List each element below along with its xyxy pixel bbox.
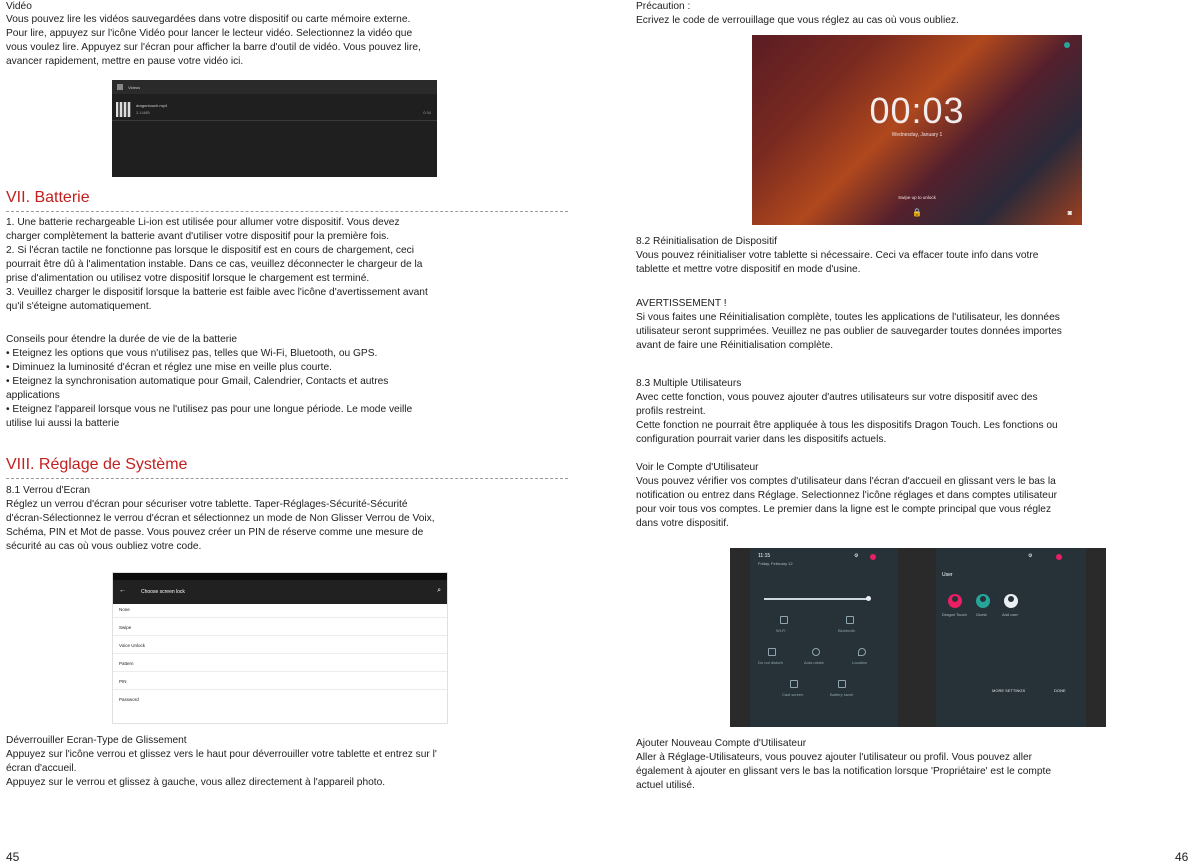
battery-paragraph-line: 3. Veuillez charger le dispositif lorsque la batterie est faible avec l'icône d'avertissement avant bbox=[6, 287, 428, 298]
qs-label: Battery saver bbox=[830, 692, 854, 697]
lock-paragraph-line: sécurité au cas où vous oubliez votre code. bbox=[6, 541, 202, 552]
tips-line: • Eteignez l'appareil lorsque vous ne l'utilisez pas pour une longue période. Le mode veille bbox=[6, 404, 413, 415]
unlock-paragraph-line: Appuyez sur l'icône verrou et glissez vers le haut pour déverrouiller votre tablette et entrez sur l' bbox=[6, 749, 437, 760]
qs-label: Do not disturb bbox=[758, 660, 783, 665]
battery-paragraph-line: 2. Si l'écran tactile ne fonctionne pas lorsque le dispositif est en cours de chargement, ceci bbox=[6, 245, 414, 256]
account-line: Vous pouvez vérifier vos comptes d'utilisateur dans l'écran d'accueil en glissant vers le bas la bbox=[636, 476, 1056, 487]
lockscreen-hint: Swipe up to unlock bbox=[898, 195, 936, 200]
page-number: 46 bbox=[1175, 850, 1189, 864]
dnd-icon bbox=[768, 648, 776, 656]
tips-line: • Eteignez la synchronisation automatique pour Gmail, Calendrier, Contacts et autres bbox=[6, 376, 389, 387]
lock-option: Swipe bbox=[119, 625, 132, 630]
status-bar bbox=[113, 573, 447, 580]
qs-date: Friday, February 12 bbox=[758, 561, 793, 566]
add-account-line: actuel utilisé. bbox=[636, 780, 695, 791]
video-list-item bbox=[112, 100, 437, 121]
qs-label: Location bbox=[852, 660, 868, 665]
account-line: Voir le Compte d'Utilisateur bbox=[636, 462, 759, 473]
qs-label: Auto-rotate bbox=[804, 660, 824, 665]
lock-option: Voice Unlock bbox=[119, 643, 146, 648]
user-avatar-icon bbox=[870, 554, 876, 560]
warning-line: AVERTISSEMENT ! bbox=[636, 298, 727, 309]
lock-paragraph-line: d'écran-Sélectionnez le verrou d'écran et sélectionnez un mode de Non Glisser Verrou de Voix, bbox=[6, 513, 435, 524]
lock-paragraph-line: Réglez un verrou d'écran pour sécuriser votre tablette. Taper-Réglages-Sécurité-Sécurité bbox=[6, 499, 408, 510]
video-file-name: dragontouch.mp4 bbox=[136, 103, 168, 108]
qs-label: Wi-Fi bbox=[776, 628, 786, 633]
user-name: Guest bbox=[976, 612, 987, 617]
user-face-icon bbox=[980, 596, 986, 602]
lock-option: PIN bbox=[119, 679, 127, 684]
video-thumbnail bbox=[116, 102, 131, 117]
left-page bbox=[0, 0, 580, 868]
guest-avatar-icon bbox=[976, 594, 990, 608]
battery-paragraph-line: charger complètement la batterie avant d'utiliser votre dispositif pour la première fois. bbox=[6, 231, 390, 242]
option-divider bbox=[113, 689, 447, 690]
unlock-paragraph-line: Appuyez sur le verrou et glissez à gauche, vous allez directement à l'appareil photo. bbox=[6, 777, 386, 788]
location-icon bbox=[858, 648, 866, 656]
multi-user-line: Cette fonction ne pourrait être appliquée à tous les dispositifs Dragon Touch. Les fonctions ou bbox=[636, 420, 1058, 431]
user-avatar-icon bbox=[948, 594, 962, 608]
video-toolbar bbox=[112, 80, 437, 94]
tips-line: • Eteignez les options que vous n'utilisez pas, telles que Wi-Fi, Bluetooth, ou GPS. bbox=[6, 348, 378, 359]
video-toolbar-title: Videos bbox=[128, 85, 141, 90]
page-number: 45 bbox=[6, 850, 20, 864]
option-divider bbox=[113, 617, 447, 618]
tips-line: applications bbox=[6, 390, 60, 401]
app-bar bbox=[113, 580, 447, 604]
wifi-icon bbox=[780, 616, 788, 624]
search-icon: ⌕ bbox=[437, 587, 441, 594]
user-face-icon bbox=[952, 596, 958, 602]
qs-label: Cast screen bbox=[782, 692, 804, 697]
multi-user-line: profils restreint. bbox=[636, 406, 706, 417]
option-divider bbox=[113, 635, 447, 636]
account-line: dans votre dispositif. bbox=[636, 518, 729, 529]
battery-divider bbox=[6, 211, 568, 212]
users-screenshot bbox=[730, 548, 1106, 727]
warning-line: avant de faire une Réinitialisation complète. bbox=[636, 340, 834, 351]
user-avatar-icon bbox=[1064, 42, 1070, 48]
multi-user-line: 8.3 Multiple Utilisateurs bbox=[636, 378, 742, 389]
tips-line: Conseils pour étendre la durée de vie de la batterie bbox=[6, 334, 238, 345]
battery-paragraph-line: pourrait être dû à l'alimentation instable. Dans ce cas, veuillez déconnecter le chargeur de la bbox=[6, 259, 423, 270]
option-divider bbox=[113, 671, 447, 672]
rotate-icon bbox=[812, 648, 820, 656]
precaution-line: Ecrivez le code de verrouillage que vous réglez au cas où vous oubliez. bbox=[636, 15, 959, 26]
warning-line: utilisateur seront supprimées. Veuillez ne pas oublier de sauvegarder toutes données importes bbox=[636, 326, 1062, 337]
video-paragraph-line: avancer rapidement, mettre en pause votre vidéo ici. bbox=[6, 56, 244, 67]
video-paragraph-line: vous voulez lire. Appuyez sur l'écran pour afficher la barre d'outil de vidéo. Vous pouvez lire, bbox=[6, 42, 421, 53]
brightness-knob bbox=[866, 596, 871, 601]
multi-user-line: configuration pourrait varier dans les dispositifs actuels. bbox=[636, 434, 887, 445]
lockscreen-date: Wednesday, January 1 bbox=[891, 132, 943, 138]
video-duration: 0:34 bbox=[423, 110, 431, 115]
done-button: DONE bbox=[1054, 688, 1066, 693]
lock-option: Password bbox=[119, 697, 139, 702]
right-page bbox=[596, 0, 1192, 868]
reset-line: tablette et mettre votre dispositif en mode d'usine. bbox=[636, 264, 861, 275]
system-heading: VIII. Réglage de Système bbox=[6, 456, 188, 473]
user-name: Dragon Touch bbox=[942, 612, 967, 617]
lock-paragraph-line: 8.1 Verrou d'Ecran bbox=[6, 485, 91, 496]
screen-lock-screenshot bbox=[112, 572, 448, 724]
camera-icon: ◙ bbox=[1067, 210, 1072, 217]
video-paragraph-line: Pour lire, appuyez sur l'icône Vidéo pour lancer le lecteur vidéo. Selectionnez la vidéo que bbox=[6, 28, 413, 39]
lock-icon: 🔒 bbox=[912, 208, 922, 217]
option-divider bbox=[113, 653, 447, 654]
battery-saver-icon bbox=[838, 680, 846, 688]
battery-paragraph-line: prise d'alimentation ou utilisez votre dispositif lorsque le chargement est terminé. bbox=[6, 273, 370, 284]
multi-user-line: Avec cette fonction, vous pouvez ajouter d'autres utilisateurs sur votre dispositif avec des bbox=[636, 392, 1038, 403]
gear-icon: ⚙ bbox=[1028, 553, 1033, 559]
users-panel bbox=[936, 548, 1086, 727]
video-player-screenshot bbox=[112, 80, 437, 177]
cast-icon bbox=[790, 680, 798, 688]
app-bar-title: Choose screen lock bbox=[141, 589, 185, 595]
qs-label: Bluetooth bbox=[838, 628, 855, 633]
unlock-paragraph-line: écran d'accueil. bbox=[6, 763, 77, 774]
user-avatar-icon bbox=[1056, 554, 1062, 560]
bluetooth-icon bbox=[846, 616, 854, 624]
video-app-icon bbox=[117, 84, 123, 90]
system-divider bbox=[6, 478, 568, 479]
account-line: pour voir tous vos comptes. Le premier dans la ligne est le compte principal que vous réglez bbox=[636, 504, 1052, 515]
brightness-slider bbox=[764, 598, 868, 600]
battery-paragraph-line: qu'il s'éteigne automatiquement. bbox=[6, 301, 152, 312]
user-face-icon bbox=[1008, 596, 1014, 602]
add-user-icon bbox=[1004, 594, 1018, 608]
lock-paragraph-line: Schéma, PIN et Mot de passe. Vous pouvez créer un PIN de réserve comme une mesure de bbox=[6, 527, 424, 538]
battery-heading: VII. Batterie bbox=[6, 189, 90, 206]
lock-option: None bbox=[119, 607, 130, 612]
quick-settings-panel bbox=[750, 548, 898, 727]
lockscreen-screenshot bbox=[752, 35, 1082, 225]
add-account-line: Ajouter Nouveau Compte d'Utilisateur bbox=[636, 738, 807, 749]
precaution-line: Précaution : bbox=[636, 1, 691, 12]
account-line: notification ou entrez dans Réglage. Selectionnez l'icône réglages et dans comptes utilisateur bbox=[636, 490, 1058, 501]
tips-line: utilise lui aussi la batterie bbox=[6, 418, 120, 429]
user-name: Add user bbox=[1002, 612, 1019, 617]
back-arrow-icon: ← bbox=[119, 587, 126, 594]
tips-line: • Diminuez la luminosité d'écran et réglez une mise en veille plus courte. bbox=[6, 362, 333, 373]
more-settings-button: MORE SETTINGS bbox=[992, 688, 1026, 693]
video-file-meta: 3.14MB bbox=[136, 110, 150, 115]
gear-icon: ⚙ bbox=[854, 553, 859, 559]
video-heading: Vidéo bbox=[6, 1, 32, 12]
add-account-line: Aller à Réglage-Utilisateurs, vous pouvez ajouter l'utilisateur ou profil. Vous pouvez aller bbox=[636, 752, 1033, 763]
video-paragraph-line: Vous pouvez lire les vidéos sauvegardées dans votre dispositif ou carte mémoire externe. bbox=[6, 14, 411, 25]
lockscreen-clock: 00:03 bbox=[869, 90, 965, 131]
users-title: User bbox=[942, 572, 953, 578]
warning-line: Si vous faites une Réinitialisation complète, toutes les applications de l'utilisateur, les données bbox=[636, 312, 1060, 323]
add-account-line: également à ajouter en glissant vers le bas la notification lorsque 'Propriétaire' est le compte bbox=[636, 766, 1052, 777]
reset-line: 8.2 Réinitialisation de Dispositif bbox=[636, 236, 777, 247]
battery-paragraph-line: 1. Une batterie rechargeable Li-ion est utilisée pour allumer votre dispositif. Vous devez bbox=[6, 217, 400, 228]
qs-time: 11:15 bbox=[758, 553, 771, 559]
unlock-paragraph-line: Déverrouiller Ecran-Type de Glissement bbox=[6, 735, 187, 746]
reset-line: Vous pouvez réinitialiser votre tablette si nécessaire. Ceci va effacer toute info dans votre bbox=[636, 250, 1039, 261]
lock-option: Pattern bbox=[119, 661, 134, 666]
